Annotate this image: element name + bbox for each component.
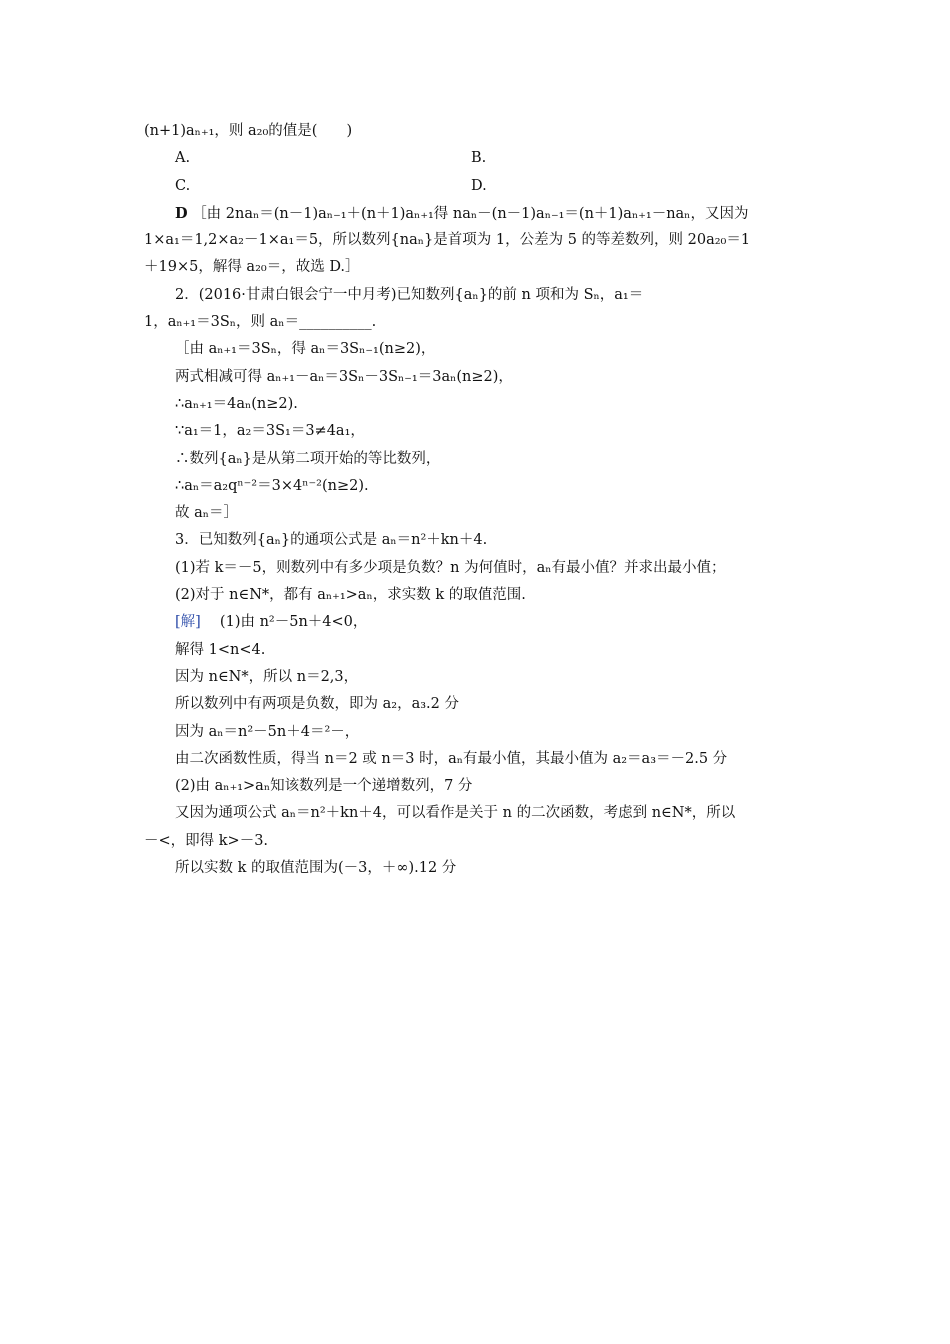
line-text: 因为 aₙ＝n²－5n＋4＝²－， <box>175 723 360 740</box>
text-line <box>144 609 814 636</box>
text-line <box>144 855 814 882</box>
text-line <box>144 582 814 609</box>
line-text: ［由 2naₙ＝(n－1)aₙ₋₁＋(n＋1)aₙ₊₁得 naₙ－(n－1)aₙ₋₁＝(n＋1)aₙ₊₁－naₙ，又因为 <box>192 205 749 222</box>
line-text: ＋19×5，解得 a₂₀＝，故选 D.］ <box>144 259 360 276</box>
line-text: (1)若 k＝－5，则数列中有多少项是负数？n 为何值时，aₙ有最小值？并求出最小值； <box>175 559 726 576</box>
text-line <box>144 691 814 718</box>
line-text: (2)由 aₙ₊₁>aₙ知该数列是一个递增数列，7 分 <box>175 778 473 795</box>
option-label: B. <box>471 150 487 167</box>
text-line <box>144 227 814 254</box>
line-text: 1，aₙ₊₁＝3Sₙ，则 aₙ＝__________. <box>144 314 377 331</box>
text-line <box>144 527 814 554</box>
option-label: A. <box>175 150 191 167</box>
line-text: 由二次函数性质，得当 n＝2 或 n＝3 时，aₙ有最小值，其最小值为 a₂＝a₃＝－2.5 分 <box>175 750 728 767</box>
option-row <box>144 145 814 172</box>
option-label: D. <box>471 177 487 194</box>
document-body <box>144 118 814 882</box>
line-text: 所以实数 k 的取值范围为(－3，＋∞).12 分 <box>175 860 457 877</box>
text-line <box>144 719 814 746</box>
line-text: 所以数列中有两项是负数，即为 a₂，a₃.2 分 <box>175 696 459 713</box>
option-row <box>144 173 814 200</box>
text-line <box>144 364 814 391</box>
line-text: 因为 n∈N*，所以 n＝2,3， <box>175 668 359 685</box>
text-line <box>144 200 814 227</box>
text-line <box>144 664 814 691</box>
text-line <box>144 118 814 145</box>
answer-letter: D <box>175 204 188 222</box>
text-line <box>144 800 814 827</box>
text-line <box>144 309 814 336</box>
line-text: 两式相减可得 aₙ₊₁－aₙ＝3Sₙ－3Sₙ₋₁＝3aₙ(n≥2)， <box>175 368 513 385</box>
solution-tag: [解] <box>175 614 201 631</box>
line-text: ［由 aₙ₊₁＝3Sₙ，得 aₙ＝3Sₙ₋₁(n≥2)， <box>175 341 436 358</box>
text-line <box>144 254 814 281</box>
line-text: 1×a₁＝1,2×a₂－1×a₁＝5，所以数列{naₙ}是首项为 1，公差为 5 的等差数列，则 20a₂₀＝1 <box>144 232 751 249</box>
line-text: ∵a₁＝1，a₂＝3S₁＝3≠4a₁， <box>175 423 365 440</box>
line-text: 故 aₙ＝］ <box>175 505 239 522</box>
line-text: ∴aₙ₊₁＝4aₙ(n≥2). <box>175 395 298 412</box>
line-text: (1)由 n²－5n＋4<0， <box>205 614 368 631</box>
text-line <box>144 773 814 800</box>
line-text: (n+1)aₙ₊₁，则 a₂₀的值是( ) <box>144 123 353 139</box>
text-line <box>144 500 814 527</box>
text-line <box>144 336 814 363</box>
line-text: ∴数列{aₙ}是从第二项开始的等比数列， <box>175 450 441 467</box>
text-line <box>144 418 814 445</box>
line-text: 又因为通项公式 aₙ＝n²＋kn＋4，可以看作是关于 n 的二次函数，考虑到 n∈N*，所以 <box>175 805 736 822</box>
text-line <box>144 282 814 309</box>
text-line <box>144 391 814 418</box>
text-line <box>144 746 814 773</box>
option-label: C. <box>175 177 191 194</box>
text-line <box>144 555 814 582</box>
text-line <box>144 446 814 473</box>
line-text: ∴aₙ＝a₂qⁿ⁻²＝3×4ⁿ⁻²(n≥2). <box>175 477 369 494</box>
text-line <box>144 473 814 500</box>
text-line <box>144 828 814 855</box>
line-text: －<，即得 k>－3. <box>144 832 269 849</box>
line-text: 3．已知数列{aₙ}的通项公式是 aₙ＝n²＋kn＋4. <box>175 532 488 549</box>
line-text: (2)对于 n∈N*，都有 aₙ₊₁>aₙ，求实数 k 的取值范围. <box>175 587 526 604</box>
text-line <box>144 637 814 664</box>
line-text: 解得 1<n<4. <box>175 641 266 658</box>
line-text: 2．(2016·甘肃白银会宁一中月考)已知数列{aₙ}的前 n 项和为 Sₙ，a₁＝ <box>175 286 644 303</box>
